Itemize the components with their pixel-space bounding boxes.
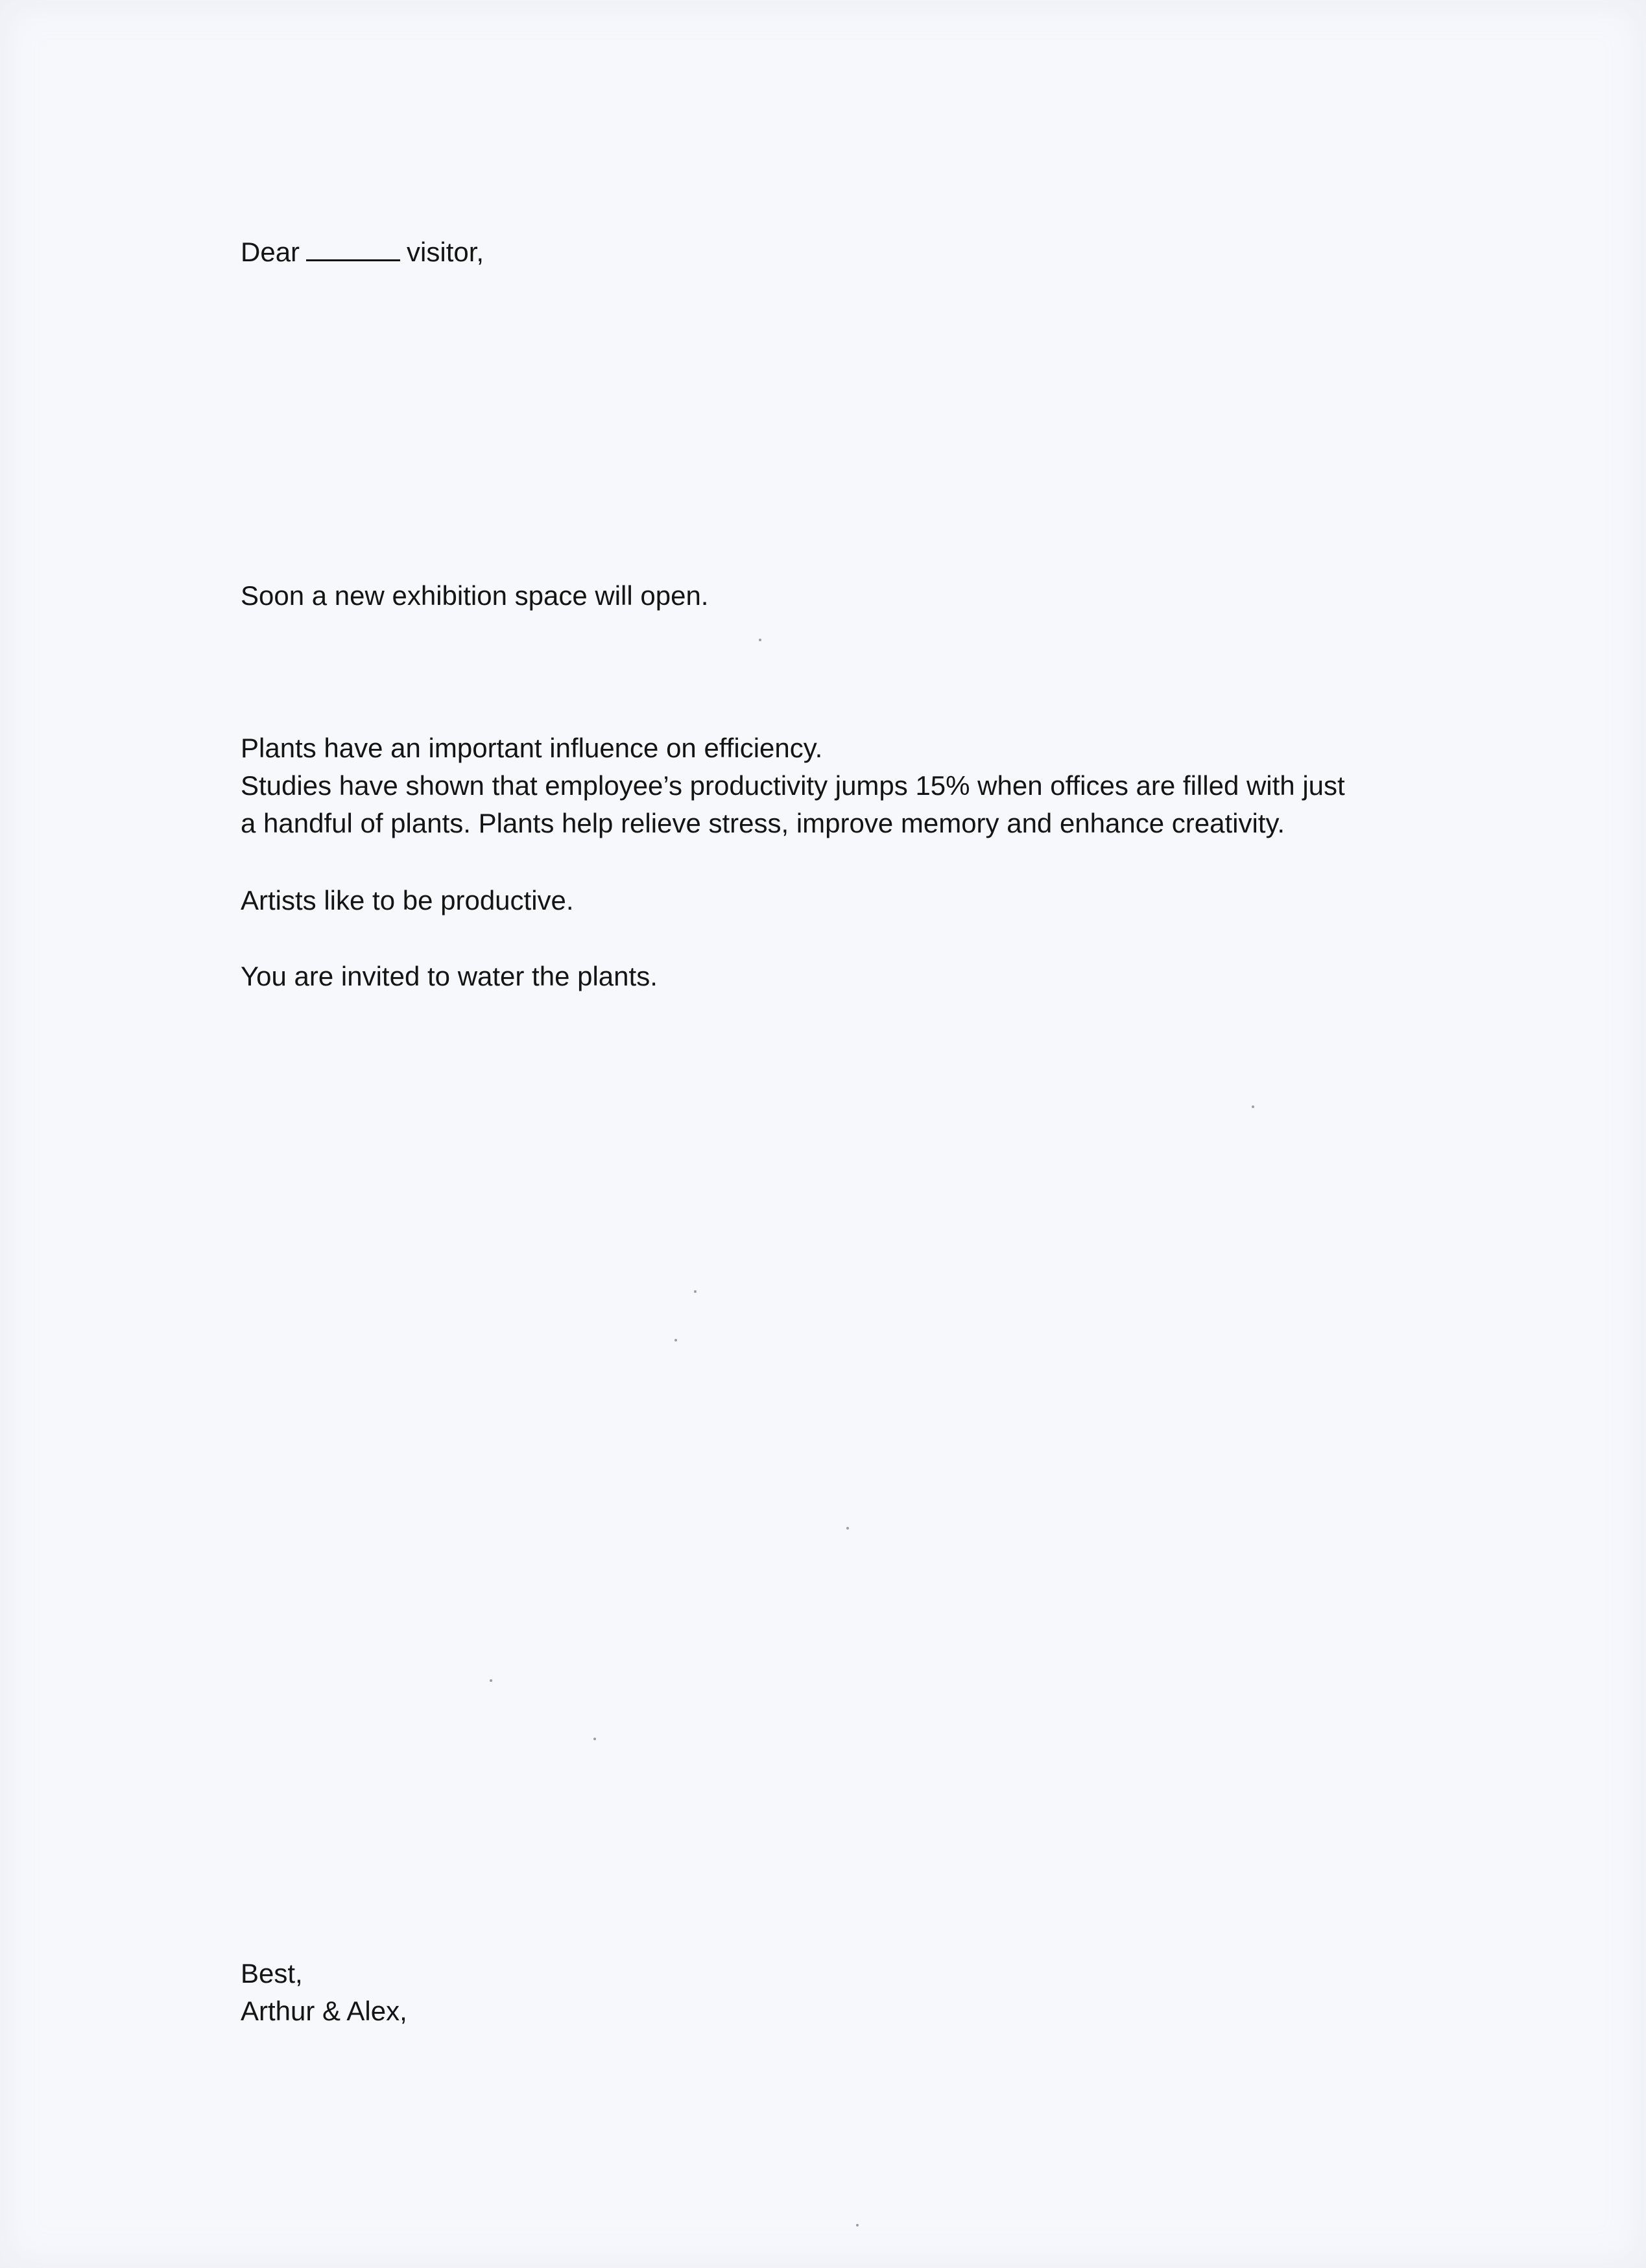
paper-speck	[593, 1738, 596, 1740]
greeting-suffix: visitor,	[407, 237, 484, 267]
paper-speck	[674, 1339, 677, 1341]
closing-salutation: Best,	[241, 1958, 303, 1989]
signature: Arthur & Alex,	[241, 1996, 407, 2026]
invitation-paragraph: You are invited to water the plants.	[241, 961, 658, 991]
paper-speck	[759, 639, 761, 641]
greeting-prefix: Dear	[241, 237, 300, 267]
paper-speck	[490, 1679, 492, 1682]
paper-speck	[1252, 1105, 1254, 1108]
paragraph-line: Studies have shown that employee’s productivity jumps 15% when offices are filled with just	[241, 770, 1345, 801]
name-blank-line	[306, 236, 400, 261]
paper-speck	[694, 1290, 697, 1293]
plants-paragraph	[241, 729, 1345, 842]
letter-closing	[241, 1955, 407, 2030]
greeting-line	[241, 233, 484, 271]
paper-speck	[846, 1527, 849, 1530]
artists-paragraph: Artists like to be productive.	[241, 885, 574, 915]
paper-speck	[856, 2224, 859, 2227]
intro-paragraph: Soon a new exhibition space will open.	[241, 580, 709, 611]
paragraph-line: a handful of plants. Plants help relieve stress, improve memory and enhance creativity.	[241, 808, 1285, 838]
paragraph-line: Plants have an important influence on efficiency.	[241, 733, 823, 763]
